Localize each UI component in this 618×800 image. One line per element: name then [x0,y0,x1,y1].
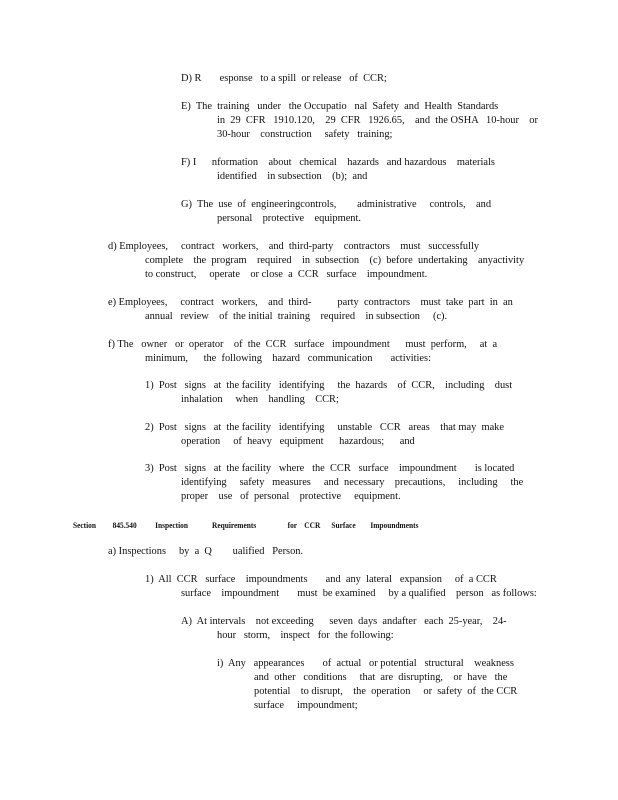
item-a1Ai-line-3: potential to disrupt, the operation or safety of the CCR [254,686,518,697]
item-E-line-3: 30-hour construction safety training; [217,129,393,140]
item-f1-line-1: 1) Post signs at the facility identifying the hazards of CCR, including dust [145,380,513,391]
item-e-line-1: e) Employees, contract workers, and third- party contractors must take part in an [108,297,513,308]
item-f2-line-2: operation of heavy equipment hazardous; and [181,436,415,447]
item-D-line-1: D) R esponse to a spill or release of CCR; [181,73,387,84]
item-f-line-1: f) The owner or operator of the CCR surface impoundment must perform, at a [108,339,498,350]
item-f3-line-1: 3) Post signs at the facility where the CCR surface impoundment is located [145,463,515,474]
item-a1Ai-line-2: and other conditions that are disrupting, or have the [254,672,508,683]
item-F-line-1: F) I nformation about chemical hazards and hazardous materials [181,157,495,168]
item-G-line-1: G) The use of engineeringcontrols, administrative controls, and [181,199,492,210]
item-a-line-1: a) Inspections by a Q ualified Person. [108,546,304,557]
item-d-line-3: to construct, operate or close a CCR surface impoundment. [145,269,428,280]
item-a1A-line-2: hour storm, inspect for the following: [217,630,394,641]
item-a1Ai-line-4: surface impoundment; [254,700,358,711]
item-e-line-2: annual review of the initial training required in subsection (c). [145,311,448,322]
item-f-line-2: minimum, the following hazard communication activities: [145,353,431,364]
item-f3-line-3: proper use of personal protective equipment. [181,491,401,502]
item-f3-line-2: identifying safety measures and necessary precautions, including the [181,477,524,488]
item-a1-line-1: 1) All CCR surface impoundments and any lateral expansion of a CCR [145,574,497,585]
item-a1Ai-line-1: i) Any appearances of actual or potential structural weakness [217,658,514,669]
item-f2-line-1: 2) Post signs at the facility identifying unstable CCR areas that may make [145,422,504,433]
item-f1-line-2: inhalation when handling CCR; [181,394,339,405]
item-F-line-2: identified in subsection (b); and [217,171,368,182]
item-a1A-line-1: A) At intervals not exceeding seven days andafter each 25-year, 24- [181,616,507,627]
section-heading: Section 845.540 Inspection Requirements for CCR Surface Impoundments [73,520,419,530]
item-a1-line-2: surface impoundment must be examined by a qualified person as follows: [181,588,537,599]
item-E-line-2: in 29 CFR 1910.120, 29 CFR 1926.65, and the OSHA 10-hour or [217,115,538,126]
item-E-line-1: E) The training under the Occupatio nal Safety and Health Standards [181,101,499,112]
item-d-line-2: complete the program required in subsection (c) before undertaking anyactivity [145,255,525,266]
item-d-line-1: d) Employees, contract workers, and third-party contractors must successfully [108,241,480,252]
item-G-line-2: personal protective equipment. [217,213,361,224]
